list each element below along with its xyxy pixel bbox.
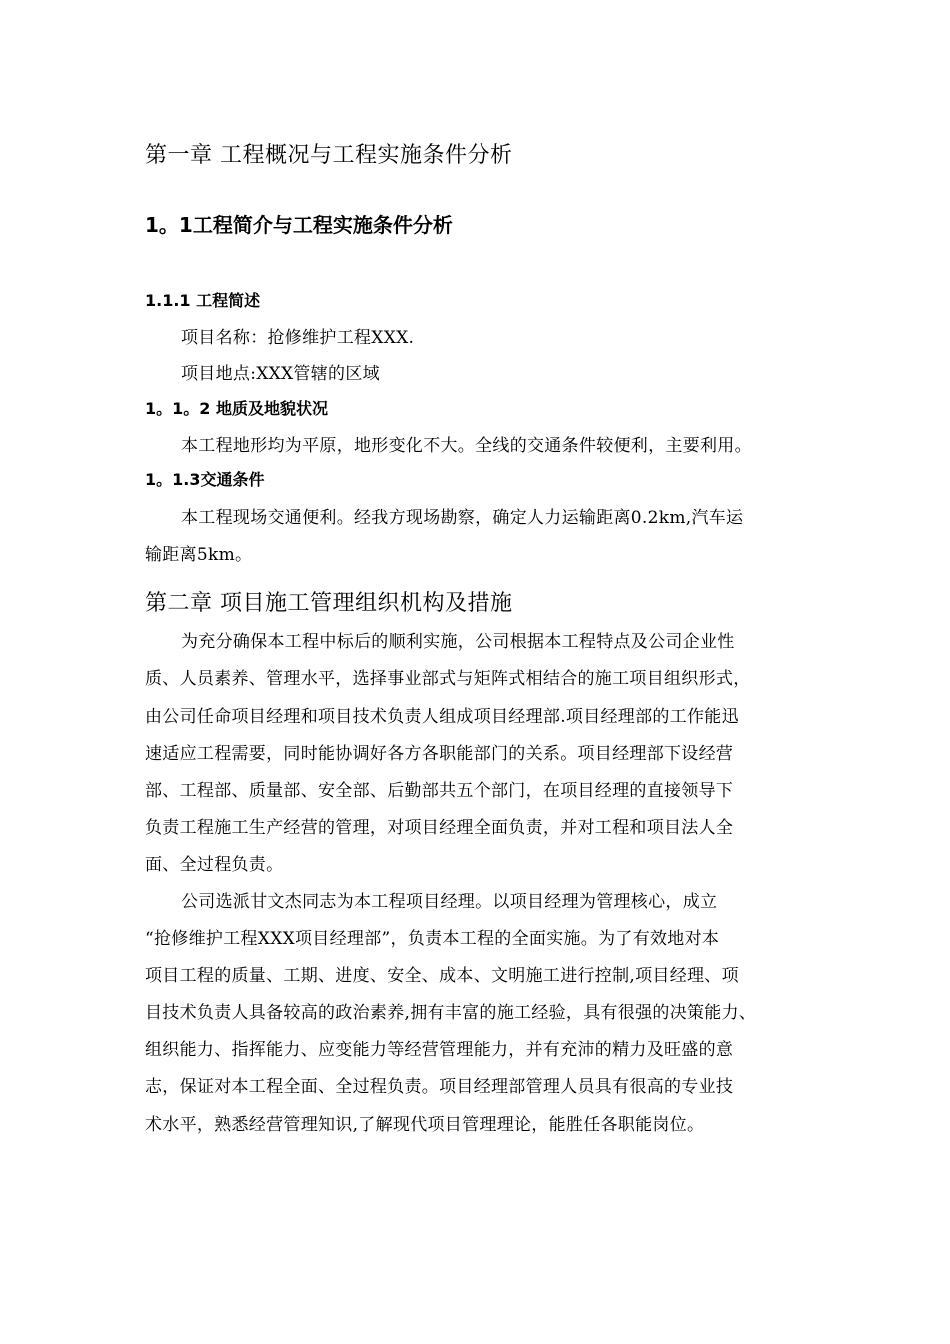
para1-line-1: 为充分确保本工程中标后的顺利实施，公司根据本工程特点及公司企业性 — [181, 632, 735, 652]
para2-line-3: 项目工程的质量、工期、进度、安全、成本、文明施工进行控制,项目经理、项 — [145, 966, 739, 986]
traffic-line-2: 输距离5km。 — [145, 545, 253, 565]
para2-line-7: 术水平，熟悉经营管理知识,了解现代项目管理理论，能胜任各职能岗位。 — [145, 1115, 705, 1135]
para1-line-3: 由公司任命项目经理和项目技术负责人组成项目经理部.项目经理部的工作能迅 — [145, 707, 739, 727]
section-1-1-2-heading: 1。1。2 地质及地貌状况 — [145, 399, 328, 418]
chapter-1-title: 第一章 工程概况与工程实施条件分析 — [145, 143, 513, 168]
project-name-line: 项目名称：抢修维护工程XXX. — [181, 328, 415, 348]
section-1-1-title: 1。1工程简介与工程实施条件分析 — [145, 213, 453, 237]
para1-line-4: 速适应工程需要，同时能协调好各方各职能部门的关系。项目经理部下设经营 — [145, 744, 734, 764]
chapter-2-title: 第二章 项目施工管理组织机构及措施 — [145, 591, 513, 616]
section-1-1-1-heading: 1.1.1 工程简述 — [145, 291, 261, 310]
geology-line: 本工程地形均为平原，地形变化不大。全线的交通条件较便利，主要利用。 — [181, 436, 752, 456]
traffic-line-1: 本工程现场交通便利。经我方现场勘察，确定人力运输距离0.2km,汽车运 — [181, 508, 744, 528]
para1-line-7: 面、全过程负责。 — [145, 855, 284, 875]
project-location-line: 项目地点:XXX管辖的区域 — [181, 364, 380, 384]
para2-line-5: 组织能力、指挥能力、应变能力等经营管理能力，并有充沛的精力及旺盛的意 — [145, 1040, 734, 1060]
para2-line-1: 公司选派甘文杰同志为本工程项目经理。以项目经理为管理核心，成立 — [181, 892, 718, 912]
para2-line-6: 志，保证对本工程全面、全过程负责。项目经理部管理人员具有很高的专业技 — [145, 1077, 734, 1097]
para2-line-2: “抢修维护工程XXX项目经理部”，负责本工程的全面实施。为了有效地对本 — [145, 929, 720, 949]
para1-line-6: 负责工程施工生产经营的管理，对项目经理全面负责，并对工程和项目法人全 — [145, 818, 734, 838]
section-1-1-3-heading: 1。1.3交通条件 — [145, 470, 265, 489]
para1-line-2: 质、人员素养、管理水平，选择事业部式与矩阵式相结合的施工项目组织形式， — [145, 669, 751, 689]
para1-line-5: 部、工程部、质量部、安全部、后勤部共五个部门，在项目经理的直接领导下 — [145, 781, 734, 801]
para2-line-4: 目技术负责人具备较高的政治素养,拥有丰富的施工经验，具有很强的决策能力、 — [145, 1003, 757, 1023]
